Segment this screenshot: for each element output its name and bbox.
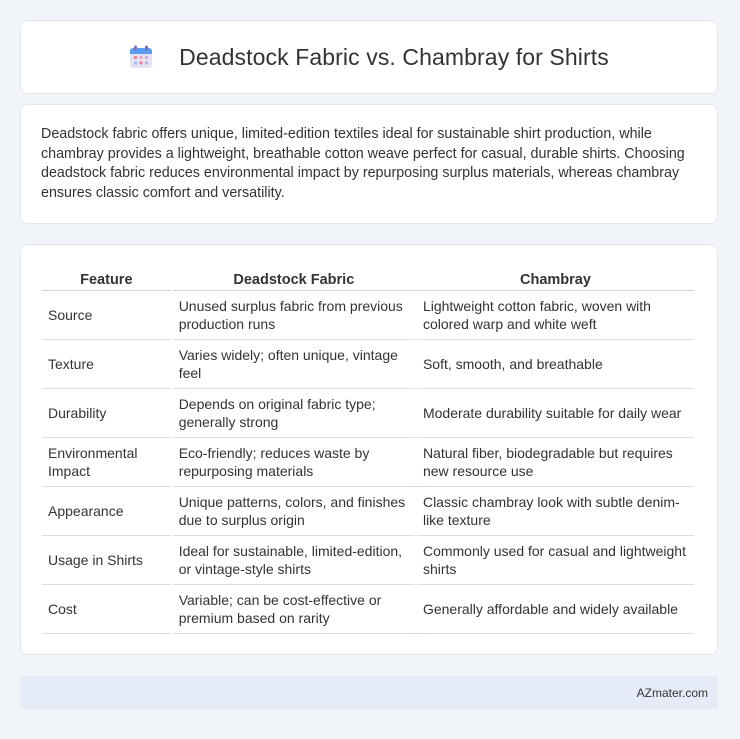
feature-cell: Usage in Shirts — [42, 536, 171, 585]
table-row — [42, 340, 694, 389]
table-row — [42, 291, 694, 340]
footer-site-link[interactable]: AZmater.com — [636, 685, 708, 700]
title-card — [20, 20, 718, 94]
deadstock-cell: Varies widely; often unique, vintage feel — [173, 340, 415, 389]
deadstock-cell: Ideal for sustainable, limited-edition, or vintage-style shirts — [173, 536, 415, 585]
deadstock-cell: Unused surplus fabric from previous production runs — [173, 291, 415, 340]
column-header-deadstock: Deadstock Fabric — [173, 265, 415, 291]
chambray-cell: Moderate durability suitable for daily wear — [417, 389, 694, 438]
deadstock-cell: Eco-friendly; reduces waste by repurposing materials — [173, 438, 415, 487]
table-row — [42, 487, 694, 536]
feature-cell: Appearance — [42, 487, 171, 536]
description-card — [20, 104, 718, 224]
chambray-cell: Soft, smooth, and breathable — [417, 340, 694, 389]
feature-cell: Environmental Impact — [42, 438, 171, 487]
comparison-table-card — [20, 244, 718, 655]
footer-bar — [20, 676, 718, 709]
deadstock-cell: Variable; can be cost-effective or premium based on rarity — [173, 585, 415, 634]
calendar-icon — [129, 45, 153, 69]
chambray-cell: Lightweight cotton fabric, woven with colored warp and white weft — [417, 291, 694, 340]
table-row — [42, 585, 694, 634]
deadstock-cell: Unique patterns, colors, and finishes due to surplus origin — [173, 487, 415, 536]
table-row — [42, 389, 694, 438]
comparison-table — [40, 265, 696, 634]
description-text: Deadstock fabric offers unique, limited-edition textiles ideal for sustainable shirt production, while chambray provides a lightweight, breathable cotton weave perfect for casual, durable shirts. Choosing deadstock fabric reduces environmental impact by repurposing surplus materials, whereas chambray ensures classic comfort and versatility. — [41, 126, 685, 201]
deadstock-cell: Depends on original fabric type; generally strong — [173, 389, 415, 438]
feature-cell: Cost — [42, 585, 171, 634]
column-header-feature: Feature — [42, 265, 171, 291]
feature-cell: Texture — [42, 340, 171, 389]
chambray-cell: Generally affordable and widely available — [417, 585, 694, 634]
chambray-cell: Commonly used for casual and lightweight shirts — [417, 536, 694, 585]
page-title: Deadstock Fabric vs. Chambray for Shirts — [179, 43, 609, 70]
table-row — [42, 536, 694, 585]
table-row — [42, 438, 694, 487]
feature-cell: Source — [42, 291, 171, 340]
chambray-cell: Natural fiber, biodegradable but requires new resource use — [417, 438, 694, 487]
column-header-chambray: Chambray — [417, 265, 694, 291]
chambray-cell: Classic chambray look with subtle denim-like texture — [417, 487, 694, 536]
table-header-row — [42, 265, 694, 291]
feature-cell: Durability — [42, 389, 171, 438]
